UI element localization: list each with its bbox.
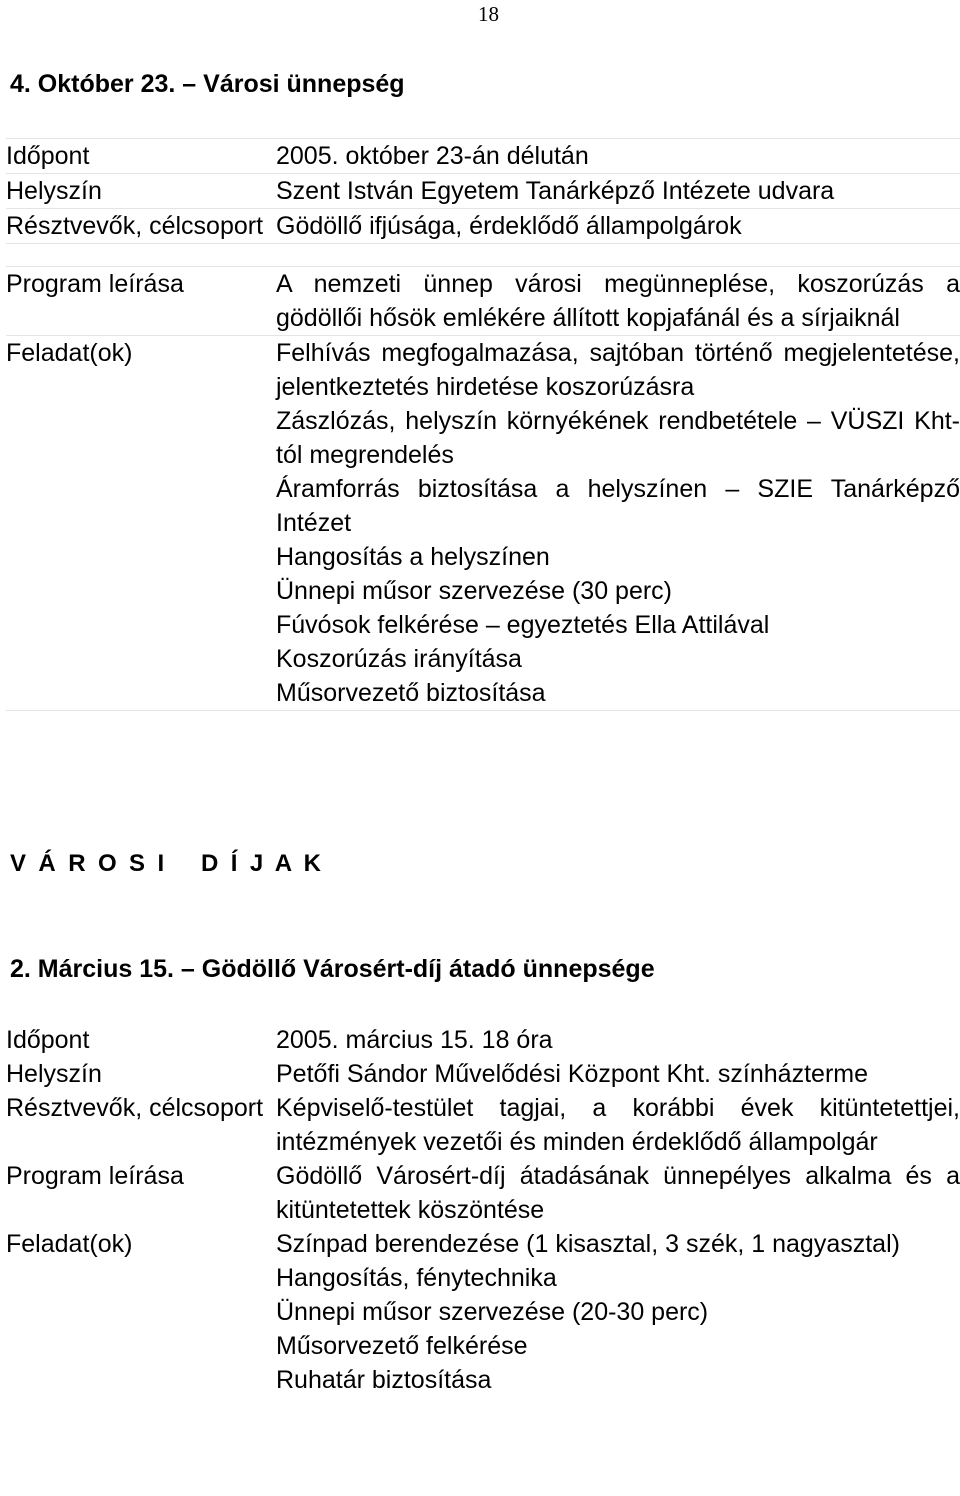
row-idopont	[6, 1023, 960, 1057]
task-item: Áramforrás biztosítása a helyszínen – SZIE Tanárképző Intézet	[276, 475, 960, 537]
value-program: A nemzeti ünnep városi megünneplése, koszorúzás a gödöllői hősök emlékére állított kopjafánál és a sírjaiknál	[276, 267, 960, 336]
label-resztvevok: Résztvevők, célcsoport	[6, 1094, 264, 1122]
task-item: Hangosítás, fénytechnika	[276, 1264, 557, 1292]
row-program	[6, 267, 960, 336]
row-resztvevok	[6, 209, 960, 244]
task-item: Felhívás megfogalmazása, sajtóban történő megjelentetése, jelentkeztetés hirdetése koszorúzásra	[276, 339, 960, 401]
task-item: Koszorúzás irányítása	[276, 645, 522, 673]
task-item: Hangosítás a helyszínen	[276, 543, 550, 571]
value-idopont: 2005. március 15. 18 óra	[276, 1026, 553, 1054]
label-feladatok: Feladat(ok)	[6, 336, 276, 711]
row-resztvevok	[6, 1091, 960, 1159]
value-idopont: 2005. október 23-án délután	[276, 139, 960, 174]
label-helyszin: Helyszín	[6, 1060, 102, 1088]
label-helyszin: Helyszín	[6, 174, 276, 209]
label-resztvevok: Résztvevők, célcsoport	[6, 209, 276, 244]
varosi-dijak-title	[10, 850, 324, 878]
task-item: Fúvósok felkérése – egyeztetés Ella Attilával	[276, 611, 770, 639]
label-program: Program leírása	[6, 267, 276, 336]
section-2-heading: 2. Március 15. – Gödöllő Városért-díj átadó ünnepsége	[10, 955, 655, 983]
event-1-table	[6, 138, 960, 711]
value-program: Gödöllő Városért-díj átadásának ünnepélyes alkalma és a kitüntetettek köszöntése	[276, 1162, 960, 1224]
label-program: Program leírása	[6, 1162, 184, 1190]
section-1-heading: 4. Október 23. – Városi ünnepség	[10, 70, 405, 98]
row-helyszin	[6, 1057, 960, 1091]
event-2-table	[6, 1023, 960, 1397]
task-item: Színpad berendezése (1 kisasztal, 3 szék, 1 nagyasztal)	[276, 1230, 900, 1258]
label-feladatok: Feladat(ok)	[6, 1230, 133, 1258]
row-feladatok	[6, 336, 960, 711]
label-idopont: Időpont	[6, 1026, 90, 1054]
varosi-dijak-part2: D Í J A K	[201, 850, 324, 877]
page-number: 18	[478, 2, 499, 26]
row-program	[6, 1159, 960, 1227]
label-idopont: Időpont	[6, 139, 276, 174]
value-helyszin: Petőfi Sándor Művelődési Központ Kht. színházterme	[276, 1060, 868, 1088]
value-resztvevok: Képviselő-testület tagjai, a korábbi évek kitüntetettjei, intézmények vezetői és minden érdeklődő állampolgár	[276, 1094, 960, 1156]
task-item: Műsorvezető felkérése	[276, 1332, 528, 1360]
row-feladatok	[6, 1227, 960, 1397]
task-item: Ünnepi műsor szervezése (30 perc)	[276, 577, 672, 605]
value-helyszin: Szent István Egyetem Tanárképző Intézete udvara	[276, 174, 960, 209]
task-item: Ünnepi műsor szervezése (20-30 perc)	[276, 1298, 709, 1326]
task-item: Műsorvezető biztosítása	[276, 679, 546, 707]
row-spacer	[6, 244, 960, 267]
value-feladatok	[276, 336, 960, 711]
value-resztvevok: Gödöllő ifjúsága, érdeklődő állampolgárok	[276, 209, 960, 244]
task-item: Ruhatár biztosítása	[276, 1366, 492, 1394]
row-idopont	[6, 139, 960, 174]
task-item: Zászlózás, helyszín környékének rendbetétele – VÜSZI Kht-tól megrendelés	[276, 407, 960, 469]
value-feladatok	[276, 1227, 960, 1397]
row-helyszin	[6, 174, 960, 209]
varosi-dijak-part1: V Á R O S I	[10, 850, 168, 877]
